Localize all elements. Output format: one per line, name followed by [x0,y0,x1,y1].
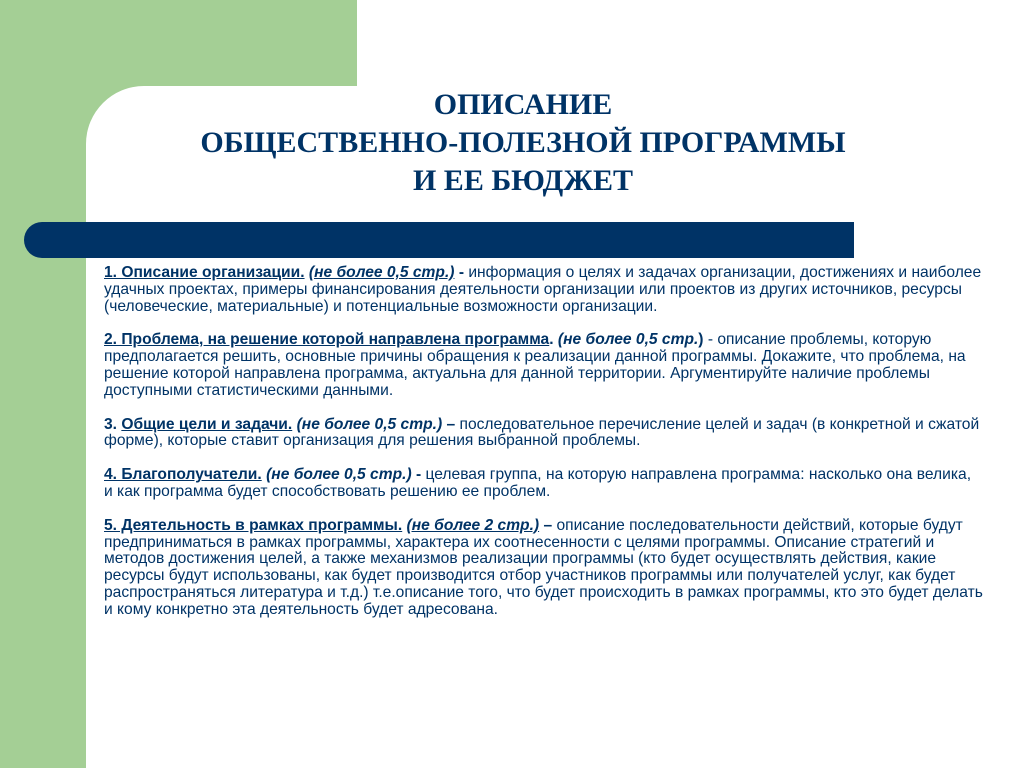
section-5-dash: – [539,516,557,534]
section-1-text: информация о целях и задачах организации, достижениях и наиболее удачных проектах, примеры финансирования деятельности организации или проектов из других источников, ресурсы (человеческие, материальные) и потенциальные возможности организации. [104,264,982,315]
section-beneficiaries [104,467,984,501]
section-5-heading: 5. Деятельность в рамках программы. [104,516,403,534]
section-3-number: 3. [104,415,122,433]
section-1-dash: - [454,264,469,281]
section-2-limit: (не более 0,5 стр. [557,331,699,349]
section-2-heading-tail: . [549,331,554,349]
section-1-limit: (не более 0,5 стр.) [308,264,455,281]
title-line-1: ОПИСАНИЕ [433,88,613,121]
section-4-text: целевая группа, на которую направлена программа: насколько она велика, и как программа будет способствовать решению ее проблем. [104,466,972,500]
section-2-heading: 2. Проблема, на решение которой направлена программа [104,331,550,349]
section-problem [104,332,984,399]
section-1-heading: 1. Описание организации. [104,264,305,281]
section-3-dash: – [442,415,460,433]
section-3-text: последовательное перечисление целей и задач (в конкретной и сжатой форме), которые ставит организация для решения выбранной проблемы. [104,415,980,450]
title-line-2: ОБЩЕСТВЕННО-ПОЛЕЗНОЙ ПРОГРАММЫ [200,126,846,159]
section-4-dash: - [411,466,426,484]
section-4-heading: 4. Благополучатели. [104,466,262,484]
section-organization-description [104,265,984,315]
section-4-limit: (не более 0,5 стр.) [266,466,412,484]
section-2-text: - описание проблемы, которую предполагается решить, основные причины обращения к реализации данной программы. Докажите, что проблема, на решение которой направлена программа, актуальна для данной территории. Аргументируйте наличие проблемы доступными статистическими данными. [104,331,966,399]
section-3-limit: (не более 0,5 стр.) [296,415,443,433]
section-5-limit: (не более 2 стр.) [406,516,540,534]
section-goals [104,417,984,451]
title-divider-bar [24,222,854,258]
title-line-3: И ЕЕ БЮДЖЕТ [412,164,634,197]
section-activities [104,518,984,619]
section-2-limit-close: ) [698,331,704,349]
section-5-text: описание последовательности действий, которые будут предприниматься в рамках программы, характера их соотнесенности с целями программы. Описание стратегий и методов достижения целей, а также механизмов реализации программы (кто будет осуществлять действия, какие ресурсы будут использованы, как будет производится отбор участников программы или получателей услуг, как будет распространяться литература и т.д.) т.е.описание того, что будет происходить в рамках программы, кто это будет делать и кому конкретно эта деятельность будет адресована. [104,516,983,618]
slide-title [86,86,960,200]
section-3-heading: Общие цели и задачи. [121,415,293,433]
slide-body [104,265,984,636]
